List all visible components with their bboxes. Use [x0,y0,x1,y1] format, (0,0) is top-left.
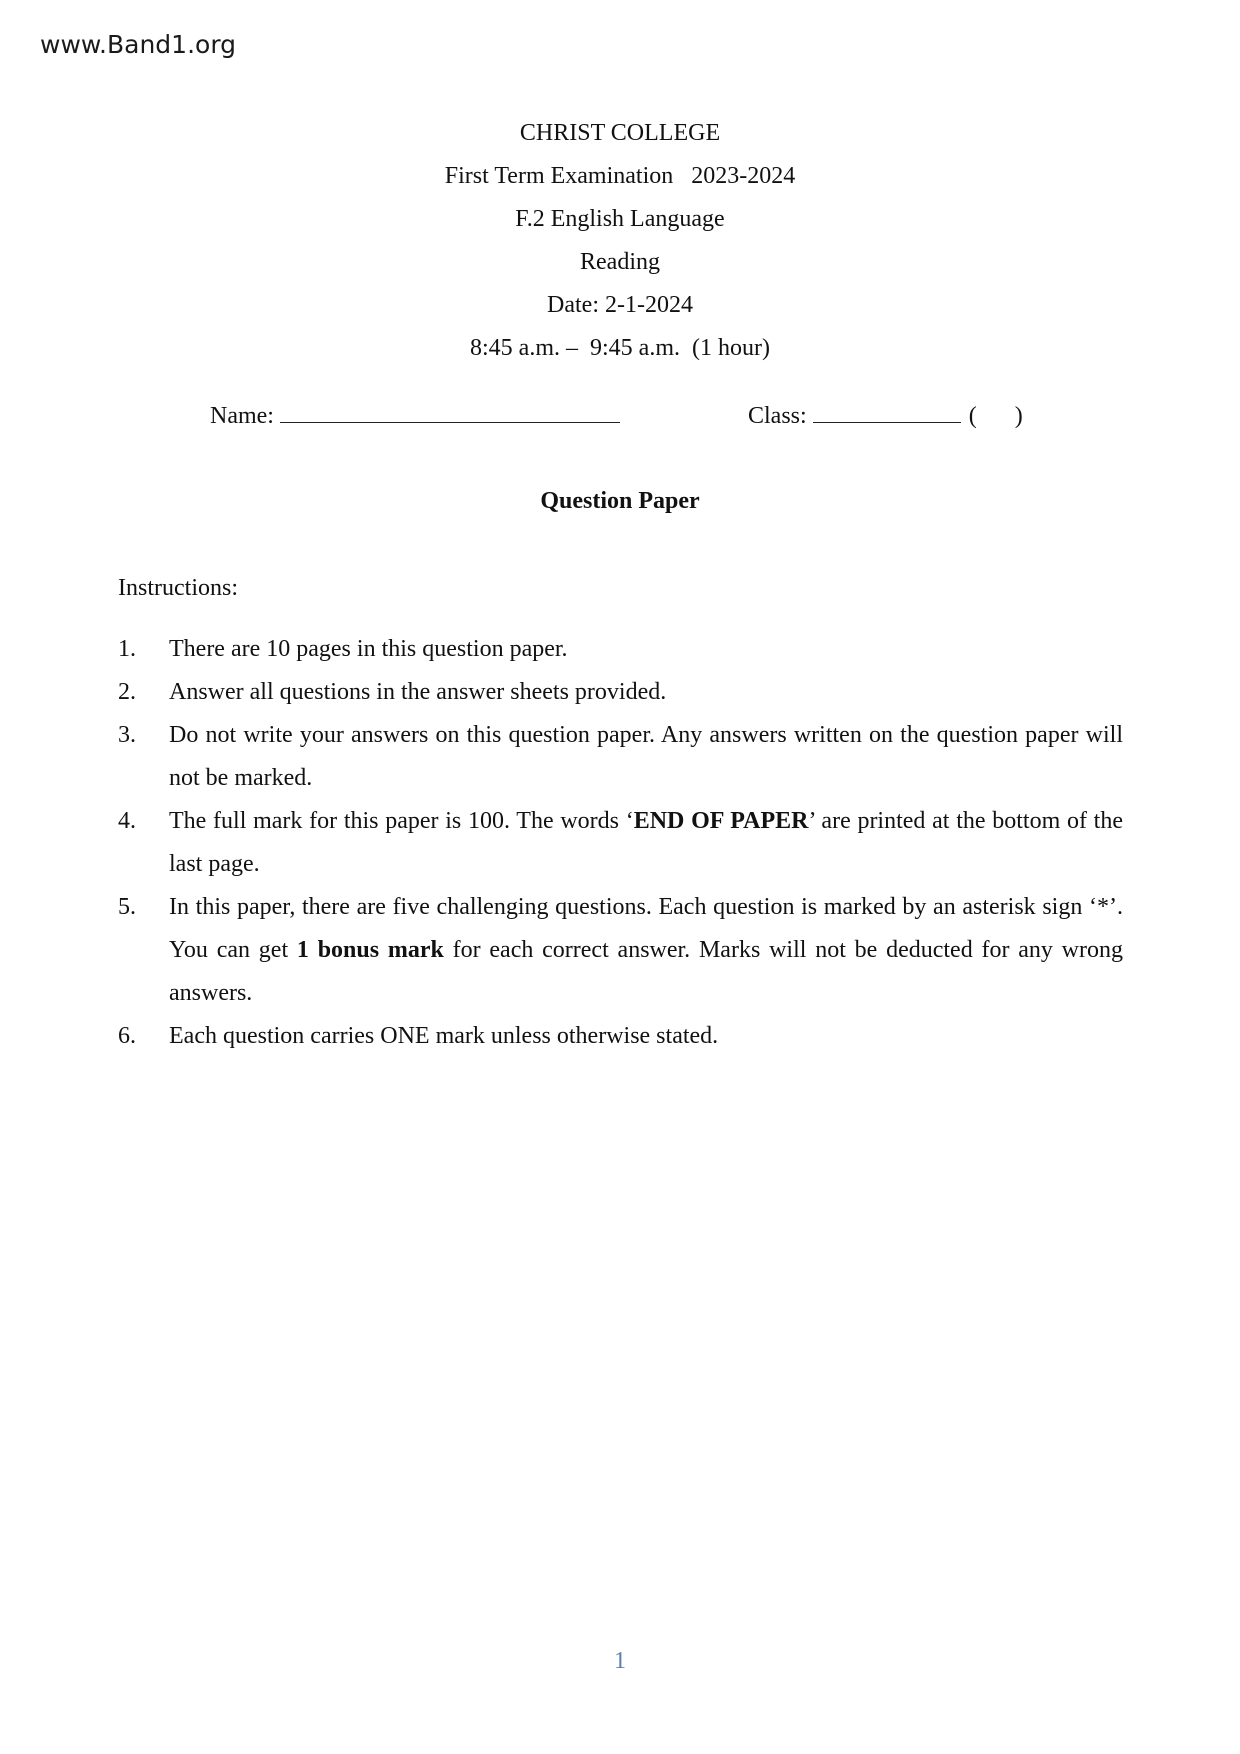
instruction-number: 6. [118,1023,136,1049]
class-blank-line [813,402,961,423]
class-label: Class: [748,403,807,429]
page-number: 1 [614,1648,626,1674]
school-name: CHRIST COLLEGE [519,120,721,146]
class-number-close-paren: ) [1014,403,1023,429]
instructions-list [118,628,1123,1058]
instruction-text-part: In this paper, there are five challenging questions. Each question is marked by an asterisk sign ‘*’. You can get [169,894,1123,963]
instructions-heading: Instructions: [118,575,238,601]
exam-paper: Reading [580,249,660,275]
instruction-item [118,1015,1123,1058]
instruction-item [118,671,1123,714]
exam-date: Date: 2-1-2024 [547,292,693,318]
name-label: Name: [210,403,274,429]
instruction-number: 5. [118,894,136,920]
paper-title: Question Paper [540,488,700,514]
instruction-number: 3. [118,722,136,748]
instruction-text: There are 10 pages in this question paper. [169,636,568,662]
name-field [210,402,620,430]
instruction-text: Do not write your answers on this question paper. Any answers written on the question paper will not be marked. [169,722,1123,791]
end-of-paper-emphasis: END OF PAPER [633,808,809,834]
instruction-text: Answer all questions in the answer sheets provided. [169,679,667,705]
instruction-item [118,886,1123,1015]
class-number-open-paren: ( [968,403,977,429]
class-field [748,402,1023,430]
instruction-text-part: The full mark for this paper is 100. The words ‘ [169,808,634,834]
instruction-text [169,800,1123,886]
instruction-item [118,800,1123,886]
exam-subject: F.2 English Language [515,206,725,232]
instruction-number: 1. [118,636,136,662]
instruction-number: 4. [118,808,136,834]
watermark-url: www.Band1.org [40,30,237,59]
exam-term: First Term Examination 2023-2024 [444,163,796,189]
instruction-item [118,714,1123,800]
bonus-mark-emphasis: 1 bonus mark [296,937,444,963]
exam-header [0,112,1240,370]
instruction-text-part: for each correct answer. Marks will not be deducted for any wrong answers. [169,937,1124,1006]
instruction-text: Each question carries ONE mark unless otherwise stated. [169,1023,719,1049]
name-blank-line [280,402,620,423]
instruction-item [118,628,1123,671]
instruction-number: 2. [118,679,136,705]
instruction-text [169,886,1123,1015]
exam-time: 8:45 a.m. – 9:45 a.m. (1 hour) [470,335,770,361]
instruction-text-part: ’ are printed at the bottom of the last page. [169,808,1124,877]
student-fields [0,402,1240,442]
